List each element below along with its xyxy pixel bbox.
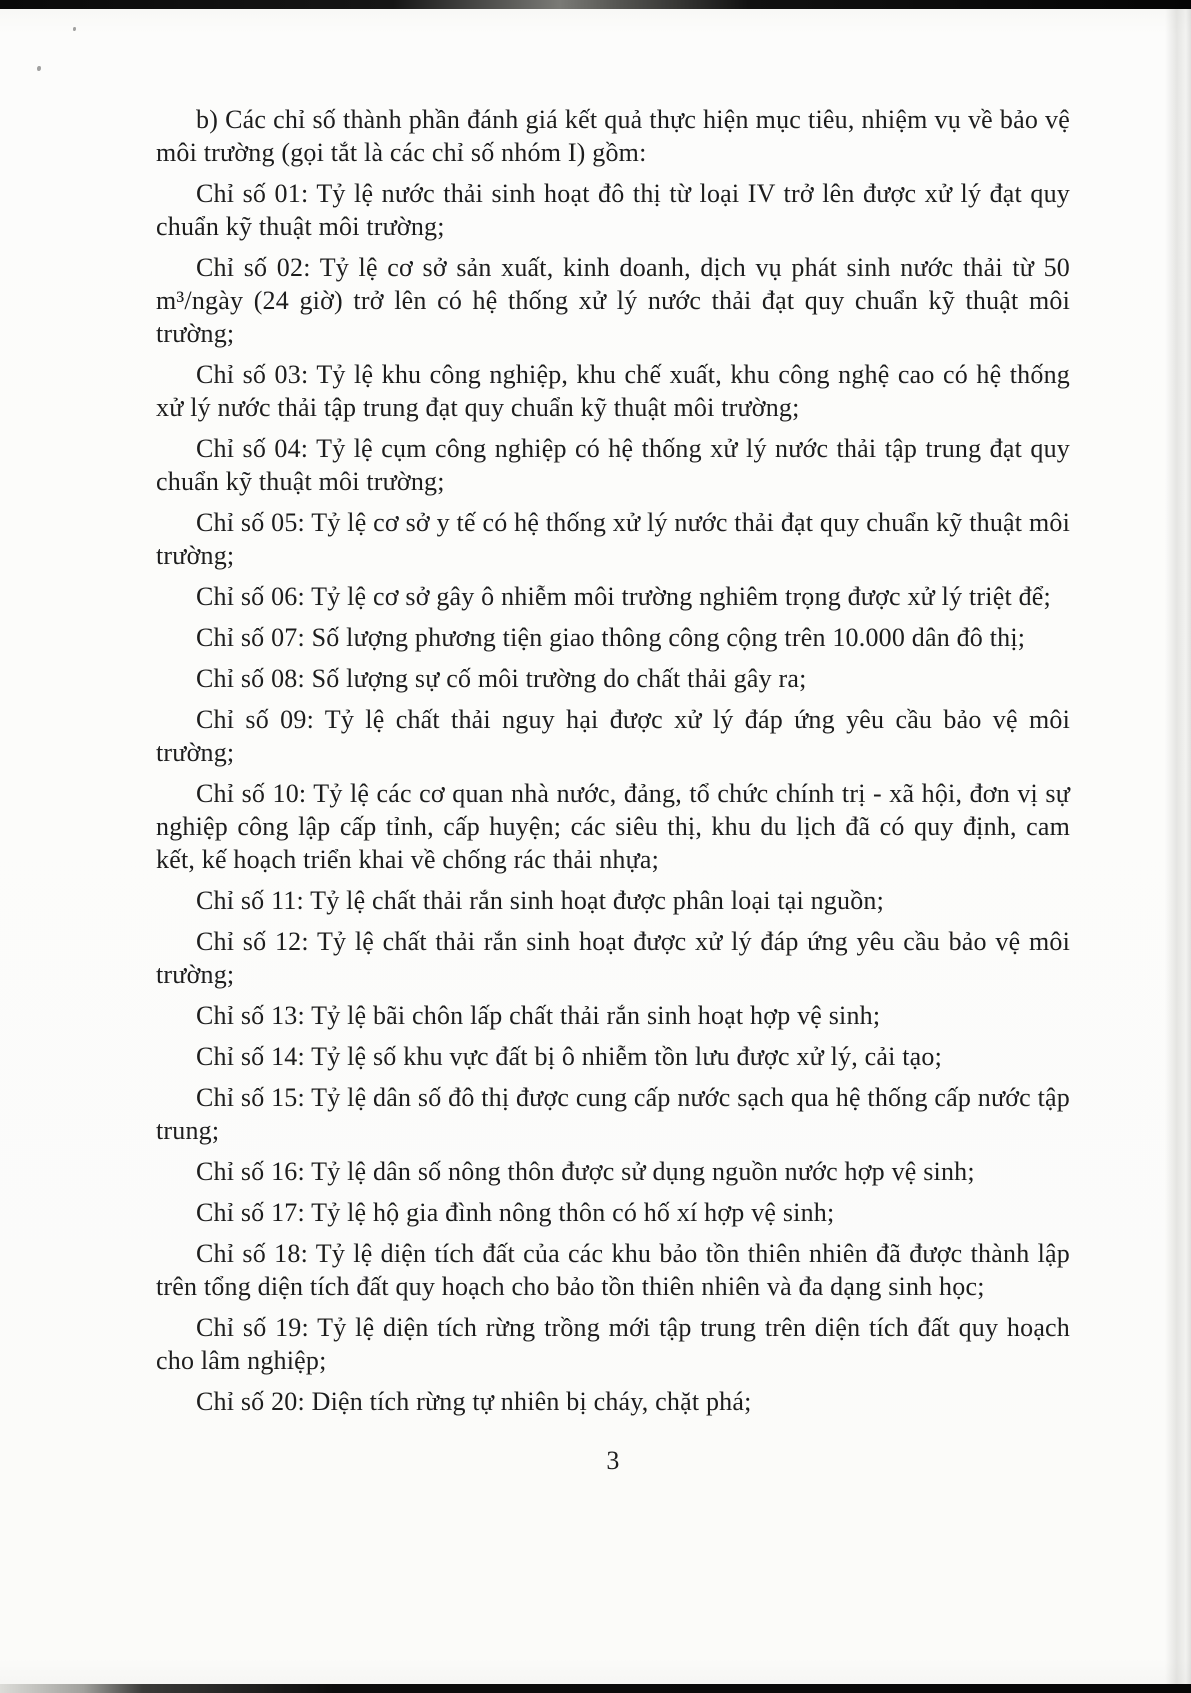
- paragraph-chi-so-08: Chỉ số 08: Số lượng sự cố môi trường do chất thải gây ra;: [196, 664, 807, 693]
- paragraph-chi-so-19: Chỉ số 19: Tỷ lệ diện tích rừng trồng mới tập trung trên diện tích đất quy hoạch cho lâm nghiệp;: [156, 1313, 1070, 1375]
- paragraph-chi-so-02: Chỉ số 02: Tỷ lệ cơ sở sản xuất, kinh doanh, dịch vụ phát sinh nước thải từ 50 m³/ngày (24 giờ) trở lên có hệ thống xử lý nước thải đạt quy chuẩn kỹ thuật môi trường;: [156, 253, 1070, 348]
- paragraph-chi-so-16: Chỉ số 16: Tỷ lệ dân số nông thôn được sử dụng nguồn nước hợp vệ sinh;: [196, 1157, 975, 1186]
- paragraph-chi-so-11: Chỉ số 11: Tỷ lệ chất thải rắn sinh hoạt được phân loại tại nguồn;: [196, 886, 885, 915]
- paragraph-chi-so-18: Chỉ số 18: Tỷ lệ diện tích đất của các khu bảo tồn thiên nhiên đã được thành lập trên tổng diện tích đất quy hoạch cho bảo tồn thiên nhiên và đa dạng sinh học;: [156, 1239, 1070, 1301]
- scan-artifact-top-bar: [0, 0, 1191, 9]
- paragraph-chi-so-13: Chỉ số 13: Tỷ lệ bãi chôn lấp chất thải rắn sinh hoạt hợp vệ sinh;: [196, 1001, 881, 1030]
- paragraph-chi-so-14: Chỉ số 14: Tỷ lệ số khu vực đất bị ô nhiễm tồn lưu được xử lý, cải tạo;: [196, 1042, 943, 1071]
- scan-speck: [73, 27, 76, 31]
- paragraph-chi-so-17: Chỉ số 17: Tỷ lệ hộ gia đình nông thôn có hố xí hợp vệ sinh;: [196, 1198, 835, 1227]
- paragraph-chi-so-01: Chỉ số 01: Tỷ lệ nước thải sinh hoạt đô thị từ loại IV trở lên được xử lý đạt quy chuẩn kỹ thuật môi trường;: [156, 179, 1070, 241]
- page-number: 3: [606, 1446, 620, 1475]
- paragraph-chi-so-05: Chỉ số 05: Tỷ lệ cơ sở y tế có hệ thống xử lý nước thải đạt quy chuẩn kỹ thuật môi trường;: [156, 508, 1070, 570]
- scan-speck: [37, 66, 41, 71]
- paragraph-chi-so-09: Chỉ số 09: Tỷ lệ chất thải nguy hại được xử lý đáp ứng yêu cầu bảo vệ môi trường;: [156, 705, 1070, 767]
- scan-artifact-bottom-bar: [0, 1684, 1191, 1693]
- paragraph-intro: b) Các chỉ số thành phần đánh giá kết quả thực hiện mục tiêu, nhiệm vụ về bảo vệ môi trường (gọi tắt là các chỉ số nhóm I) gồm:: [156, 105, 1070, 167]
- paragraph-chi-so-07: Chỉ số 07: Số lượng phương tiện giao thông công cộng trên 10.000 dân đô thị;: [196, 623, 1026, 652]
- paragraph-chi-so-20: Chỉ số 20: Diện tích rừng tự nhiên bị cháy, chặt phá;: [196, 1387, 752, 1416]
- paragraph-chi-so-10: Chỉ số 10: Tỷ lệ các cơ quan nhà nước, đảng, tổ chức chính trị - xã hội, đơn vị sự nghiệp công lập cấp tỉnh, cấp huyện; các siêu thị, khu du lịch đã có quy định, cam kết, kế hoạch triển khai về chống rác thải nhựa;: [156, 779, 1070, 874]
- paragraph-chi-so-03: Chỉ số 03: Tỷ lệ khu công nghiệp, khu chế xuất, khu công nghệ cao có hệ thống xử lý nước thải tập trung đạt quy chuẩn kỹ thuật môi trường;: [156, 360, 1070, 422]
- paragraph-chi-so-15: Chỉ số 15: Tỷ lệ dân số đô thị được cung cấp nước sạch qua hệ thống cấp nước tập trung;: [156, 1083, 1070, 1145]
- document-body: [156, 103, 1070, 1477]
- paragraph-chi-so-12: Chỉ số 12: Tỷ lệ chất thải rắn sinh hoạt được xử lý đáp ứng yêu cầu bảo vệ môi trường;: [156, 927, 1070, 989]
- scan-artifact-right-edge: [1165, 9, 1191, 1684]
- paragraph-chi-so-04: Chỉ số 04: Tỷ lệ cụm công nghiệp có hệ thống xử lý nước thải tập trung đạt quy chuẩn kỹ thuật môi trường;: [156, 434, 1070, 496]
- paragraph-chi-so-06: Chỉ số 06: Tỷ lệ cơ sở gây ô nhiễm môi trường nghiêm trọng được xử lý triệt để;: [196, 582, 1051, 611]
